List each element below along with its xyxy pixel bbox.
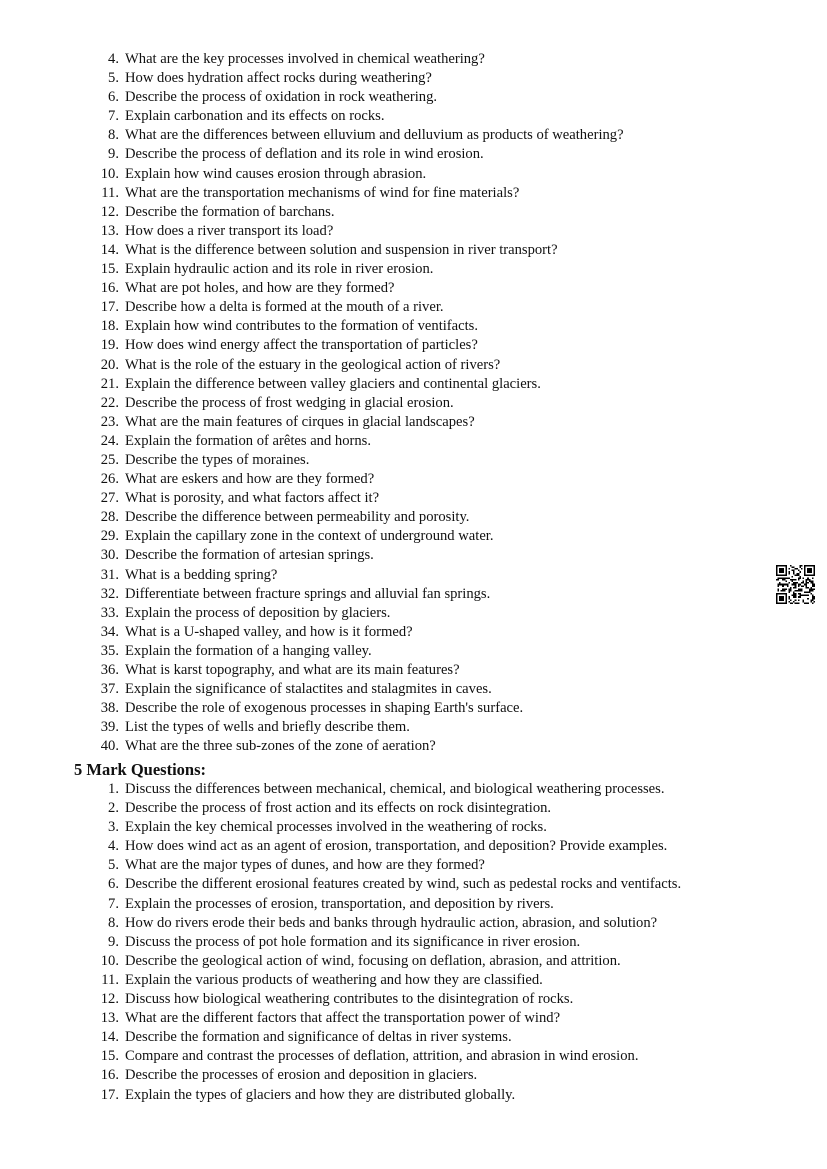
question-text: Discuss the differences between mechanical, chemical, and biological weathering processes. (125, 781, 665, 797)
question-text: What are the differences between elluvium and delluvium as products of weathering? (125, 127, 624, 144)
question-item (100, 317, 624, 336)
question-number: 14. (100, 241, 119, 258)
question-number: 16. (100, 280, 119, 297)
question-text: Discuss how biological weathering contributes to the disintegration of rocks. (125, 991, 574, 1008)
qr-code-icon[interactable] (776, 565, 815, 604)
question-item (101, 184, 624, 203)
question-item (100, 1066, 681, 1085)
question-number: 29. (100, 528, 119, 545)
question-list-5-mark (100, 780, 682, 1105)
question-text: List the types of wells and briefly describe them. (125, 719, 410, 736)
question-number: 1. (108, 781, 119, 797)
question-item (100, 718, 624, 737)
question-item (100, 680, 624, 699)
question-number: 2. (108, 800, 119, 817)
question-item (108, 88, 624, 107)
question-item (100, 356, 624, 375)
question-number: 13. (100, 1010, 119, 1027)
question-text: Compare and contrast the processes of deflation, attrition, and abrasion in wind erosion. (125, 1048, 639, 1065)
question-item (100, 699, 624, 718)
question-item (100, 604, 624, 623)
question-text: Describe the different erosional features created by wind, such as pedestal rocks and ventifacts. (125, 876, 682, 893)
question-item (108, 818, 681, 837)
question-text: Explain the formation of a hanging valley. (125, 642, 372, 659)
question-number: 15. (100, 1048, 119, 1065)
question-number: 21. (100, 375, 119, 392)
question-number: 11. (101, 971, 119, 988)
question-text: Describe the difference between permeability and porosity. (125, 509, 470, 526)
question-text: What is the difference between solution and suspension in river transport? (125, 241, 558, 258)
question-number: 27. (100, 490, 119, 507)
question-item (100, 1047, 681, 1066)
question-item (100, 1086, 681, 1105)
question-text: What is karst topography, and what are its main features? (125, 662, 460, 678)
question-text: What are pot holes, and how are they formed? (125, 280, 395, 297)
question-item (100, 661, 624, 680)
question-text: Describe the types of moraines. (125, 451, 310, 468)
question-text: Explain the process of deposition by glaciers. (125, 604, 391, 621)
question-text: Explain hydraulic action and its role in river erosion. (125, 261, 434, 278)
question-text: Describe how a delta is formed at the mouth of a river. (125, 299, 444, 316)
question-text: Describe the process of frost wedging in glacial erosion. (125, 394, 454, 411)
question-item (100, 336, 624, 355)
question-text: Describe the process of frost action and its effects on rock disintegration. (125, 800, 552, 817)
question-number: 23. (100, 413, 119, 430)
question-text: Explain the significance of stalactites and stalagmites in caves. (125, 681, 492, 698)
question-number: 12. (100, 203, 119, 220)
question-number: 30. (100, 547, 119, 564)
question-item (100, 1028, 681, 1047)
question-number: 6. (108, 89, 119, 106)
question-item (100, 298, 624, 317)
question-item (108, 895, 681, 914)
question-item (100, 279, 624, 298)
question-item (108, 780, 681, 799)
question-item (100, 1009, 681, 1028)
question-text: How does wind energy affect the transportation of particles? (125, 337, 478, 354)
question-number: 31. (100, 566, 119, 583)
question-number: 25. (100, 451, 119, 468)
question-number: 7. (108, 108, 119, 125)
question-item (108, 799, 681, 818)
question-item (100, 990, 681, 1009)
question-number: 5. (108, 70, 119, 87)
question-item (108, 856, 681, 875)
question-number: 35. (100, 642, 119, 659)
question-number: 12. (100, 991, 119, 1008)
question-item (100, 260, 624, 279)
question-item (108, 69, 624, 88)
question-item (108, 875, 682, 894)
question-text: Describe the formation of artesian springs. (125, 547, 374, 564)
question-text: What are the transportation mechanisms of wind for fine materials? (125, 184, 520, 201)
question-item (100, 470, 624, 489)
question-text: Explain the difference between valley glaciers and continental glaciers. (125, 375, 541, 392)
question-item (100, 527, 624, 546)
question-item (100, 165, 624, 184)
question-text: How do rivers erode their beds and banks through hydraulic action, abrasion, and solution? (125, 914, 658, 931)
question-item (101, 971, 681, 990)
question-text: What is a U-shaped valley, and how is it formed? (125, 623, 413, 640)
question-item (100, 222, 624, 241)
question-text: How does wind act as an agent of erosion, transportation, and deposition? Provide examples. (125, 838, 668, 855)
question-number: 26. (100, 471, 119, 488)
question-item (108, 126, 624, 145)
question-item (100, 585, 624, 604)
section-heading-5-mark: 5 Mark Questions: (74, 760, 206, 779)
question-text: What is porosity, and what factors affect it? (125, 490, 380, 507)
question-text: What are the major types of dunes, and how are they formed? (125, 857, 485, 874)
question-text: Explain how wind contributes to the formation of ventifacts. (125, 318, 479, 335)
question-text: Describe the formation of barchans. (125, 203, 335, 220)
question-number: 38. (100, 700, 119, 717)
question-number: 4. (108, 51, 119, 67)
question-item (108, 914, 681, 933)
question-number: 8. (108, 127, 119, 144)
question-item (100, 413, 624, 432)
question-item (100, 394, 624, 413)
question-item (100, 623, 624, 642)
question-text: Describe the process of deflation and its role in wind erosion. (125, 146, 484, 163)
question-number: 28. (100, 509, 119, 526)
question-text: Explain the types of glaciers and how they are distributed globally. (125, 1086, 516, 1103)
question-number: 36. (100, 662, 119, 678)
question-number: 4. (108, 838, 119, 855)
question-item (100, 375, 624, 394)
question-text: Differentiate between fracture springs and alluvial fan springs. (125, 585, 491, 602)
question-item (100, 203, 624, 222)
question-number: 13. (100, 222, 119, 239)
question-number: 32. (100, 585, 119, 602)
question-number: 9. (108, 146, 119, 163)
question-item (108, 107, 624, 126)
question-item (108, 50, 624, 69)
question-number: 11. (101, 184, 119, 201)
question-number: 10. (100, 952, 119, 969)
question-text: Describe the formation and significance of deltas in river systems. (125, 1029, 512, 1046)
question-item (100, 508, 624, 527)
question-text: What is a bedding spring? (125, 566, 278, 583)
question-text: Explain carbonation and its effects on rocks. (125, 108, 385, 125)
question-item (100, 952, 681, 971)
question-text: Describe the process of oxidation in rock weathering. (125, 89, 438, 106)
question-item (100, 737, 624, 756)
question-text: How does a river transport its load? (125, 222, 334, 239)
question-list-short (100, 50, 624, 756)
question-number: 6. (108, 876, 119, 893)
question-text: Describe the geological action of wind, focusing on deflation, abrasion, and attrition. (125, 952, 621, 969)
question-number: 18. (100, 318, 119, 335)
question-text: Discuss the process of pot hole formation and its significance in river erosion. (125, 933, 581, 950)
question-item (100, 642, 624, 661)
question-text: Describe the processes of erosion and deposition in glaciers. (125, 1067, 478, 1084)
question-number: 17. (100, 1086, 119, 1103)
question-number: 19. (100, 337, 119, 354)
question-item (100, 489, 624, 508)
question-number: 8. (108, 914, 119, 931)
question-number: 37. (100, 681, 119, 698)
question-number: 33. (100, 604, 119, 621)
question-text: What are the main features of cirques in glacial landscapes? (125, 413, 475, 430)
question-number: 9. (108, 933, 119, 950)
question-number: 15. (100, 261, 119, 278)
question-item (100, 451, 624, 470)
question-number: 14. (100, 1029, 119, 1046)
question-number: 22. (100, 394, 119, 411)
question-text: What are eskers and how are they formed? (125, 471, 375, 488)
question-number: 17. (100, 299, 119, 316)
question-text: What is the role of the estuary in the geological action of rivers? (125, 356, 501, 373)
question-text: Explain the capillary zone in the context of underground water. (125, 528, 494, 545)
question-number: 3. (108, 819, 119, 836)
question-text: Explain the key chemical processes involved in the weathering of rocks. (125, 819, 547, 836)
question-item (100, 546, 624, 565)
question-item (100, 241, 624, 260)
question-text: What are the three sub-zones of the zone of aeration? (125, 738, 436, 755)
question-text: Describe the role of exogenous processes in shaping Earth's surface. (125, 700, 524, 717)
question-number: 20. (100, 356, 119, 373)
question-number: 5. (108, 857, 119, 874)
question-number: 34. (100, 623, 119, 640)
question-item (108, 933, 681, 952)
question-number: 16. (100, 1067, 119, 1084)
question-text: Explain how wind causes erosion through abrasion. (125, 165, 427, 182)
question-item (108, 145, 624, 164)
question-item (100, 566, 624, 585)
question-item (108, 837, 681, 856)
question-text: Explain the processes of erosion, transportation, and deposition by rivers. (125, 895, 554, 912)
question-number: 40. (100, 738, 119, 755)
question-item (100, 432, 624, 451)
question-number: 39. (100, 719, 119, 736)
question-text: What are the key processes involved in chemical weathering? (125, 51, 485, 67)
question-number: 7. (108, 895, 119, 912)
question-text: What are the different factors that affect the transportation power of wind? (125, 1010, 561, 1027)
question-text: Explain the formation of arêtes and horns. (125, 432, 371, 449)
question-text: How does hydration affect rocks during weathering? (125, 70, 432, 87)
question-text: Explain the various products of weathering and how they are classified. (125, 971, 543, 988)
question-number: 24. (100, 432, 119, 449)
question-number: 10. (100, 165, 119, 182)
